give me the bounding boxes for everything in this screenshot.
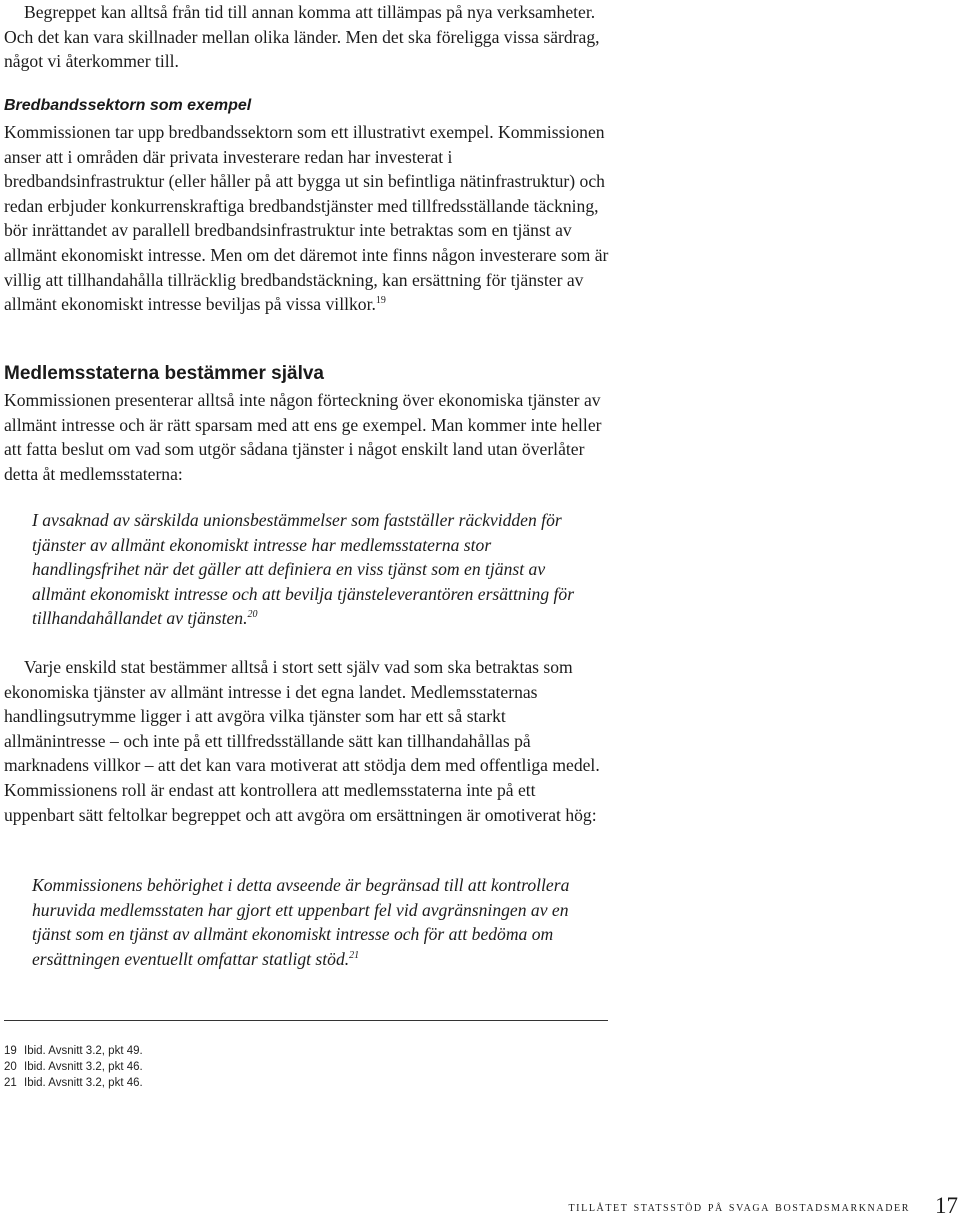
footnote-ref-20: 20 (247, 609, 258, 621)
paragraph-varje-block (4, 655, 610, 827)
intro-paragraph-block (4, 0, 610, 74)
section-medlemsstaterna (4, 362, 610, 486)
footnote-text: Ibid. Avsnitt 3.2, pkt 46. (24, 1061, 143, 1073)
block-quote-1-text: I avsaknad av särskilda unionsbestämmelser som fastställer räckvidden för tjänster av allmänt ekonomiskt intresse har medlemsstaterna stor handlingsfrihet när det gäller att definiera en viss tjänst som en tjänst av allmänt ekonomiskt intresse och att bevilja tjänsteleverantören ersättning för tillhandahållandet av tjänsten. (32, 510, 575, 629)
section-heading-bredband: Bredbandssektorn som exempel (4, 97, 252, 114)
footnote-divider (4, 1020, 608, 1021)
footnote-number: 21 (4, 1077, 17, 1089)
block-quote-1 (32, 508, 592, 631)
paragraph-varje: Varje enskild stat bestämmer alltså i stort sett själv vad som ska betraktas som ekonomiska tjänster av allmänt intresse i det egna landet. Medlemsstaternas handlingsutrymme ligger i att avgöra vilka tjänster som har ett så starkt allmänintresse – och inte på ett tillfredsställande sätt kan tillhandahållas på marknadens villkor – att det kan vara motiverat att stödja dem med offentliga medel. Kommissionens roll är endast att kontrollera att medlemsstaterna inte på ett uppenbart sätt feltolkar begreppet och att avgöra om ersättningen är omotiverat hög: (4, 657, 600, 825)
footnote-21 (4, 1075, 143, 1091)
footnote-ref-21: 21 (349, 949, 360, 961)
footnote-20 (4, 1059, 143, 1075)
section-bredband (4, 95, 610, 317)
footnote-number: 20 (4, 1061, 17, 1073)
running-footer-title: tillåtet statsstöd på svaga bostadsmarknader (568, 1200, 910, 1215)
footnote-number: 19 (4, 1045, 17, 1057)
bredband-paragraph-text: Kommissionen tar upp bredbandssektorn som ett illustrativt exempel. Kommissionen anser att i områden där privata investerare redan har investerat i bredbandsinfrastruktur (eller håller på att bygga ut sin befintliga nätinfrastruktur) och redan erbjuder konkurrenskraftiga bredbandstjänster med tillfredsställande täckning, bör inrättandet av parallell bredbandsinfrastruktur inte betraktas som en tjänst av allmänt ekonomiskt intresse. Men om det däremot inte finns någon investerare som är villig att tillhandahålla tillräcklig bredbandstäckning, kan ersättning för tjänster av allmänt ekonomiskt intresse beviljas på vissa villkor. (4, 122, 609, 315)
intro-paragraph: Begreppet kan alltså från tid till annan komma att tillämpas på nya verksamheter. Och det kan vara skillnader mellan olika länder. Men det ska föreligga vissa särdrag, något vi återkommer till. (4, 2, 600, 72)
footnote-19 (4, 1043, 143, 1059)
page-number: 17 (935, 1193, 958, 1218)
block-quote-2 (32, 873, 592, 971)
footnotes (4, 1043, 143, 1091)
medlemsstaterna-paragraph: Kommissionen presenterar alltså inte någon förteckning över ekonomiska tjänster av allmänt intresse och är rätt sparsam med att ens ge exempel. Man kommer inte heller att fatta beslut om vad som utgör sådana tjänster i något enskilt land utan överlåter detta åt medlemsstaterna: (4, 390, 602, 484)
bredband-paragraph (4, 120, 610, 317)
block-quote-2-text: Kommissionens behörighet i detta avseende är begränsad till att kontrollera huruvida medlemsstaten har gjort ett uppenbart fel vid avgränsningen av en tjänst som en tjänst av allmänt ekonomiskt intresse och för att bedöma om ersättningen eventuellt omfattar statligt stöd. (32, 875, 570, 969)
footnote-text: Ibid. Avsnitt 3.2, pkt 46. (24, 1077, 143, 1089)
footnote-ref-19: 19 (375, 295, 386, 307)
footnote-text: Ibid. Avsnitt 3.2, pkt 49. (24, 1045, 143, 1057)
section-heading-medlemsstaterna: Medlemsstaterna bestämmer själva (4, 363, 324, 384)
